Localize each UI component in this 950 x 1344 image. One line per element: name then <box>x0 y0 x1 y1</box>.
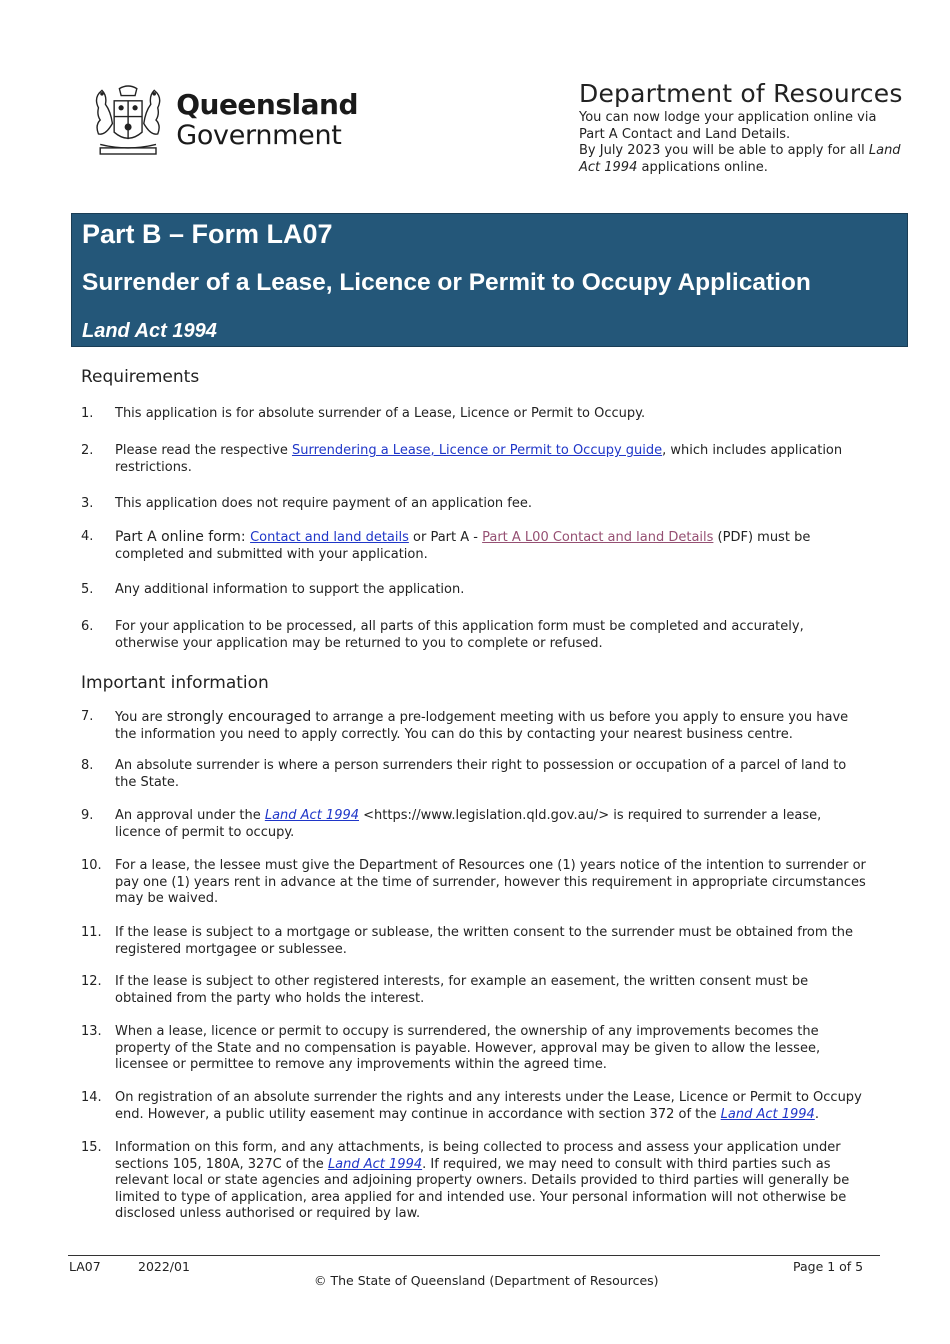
form-title-banner <box>71 213 908 347</box>
important-information-heading: Important information <box>81 673 269 693</box>
form-act: Land Act 1994 <box>82 320 217 342</box>
footer-page-number: Page 1 of 5 <box>793 1259 864 1274</box>
footer-divider <box>68 1255 880 1256</box>
logo-government: Government <box>176 120 342 151</box>
note-line: Part A Contact and Land Details. <box>579 126 791 142</box>
land-act-link[interactable]: Land Act 1994 <box>720 1106 815 1122</box>
land-act-link[interactable]: Land Act 1994 <box>264 808 360 823</box>
part-a-l00-pdf-link[interactable]: Part A L00 Contact and land Details <box>482 530 714 545</box>
form-title: Surrender of a Lease, Licence or Permit to Occupy Application <box>82 269 811 296</box>
land-act-link[interactable]: Land Act 1994 <box>327 1156 423 1172</box>
document-page: Queensland Government Department of Resources You can now lodge your application online via Part A Contact and Land Details. By July 2023 you will be able to apply for all Land Act 1994 applications online. Part B – Form LA07 Surrender of a Lease, Licence or Permit to Occupy Application Land Act 1994 Requirements 1. This application is for absolute surrender of a Lease, Licence or Permit to Occupy. 2. Please read the respective Surrendering a Lease, Licence or Permit to Occupy guide, which includes application restrictions. 3. This application does not require payment of an application fee. 4. Part A online form: Contact and land details or Part A - Part A L00 Contact and land Details (PDF) must be completed and submitted with your application. 5. Any additional information to support the application. 6. For your application to be processed, all parts of this application form must be completed and accurately, otherwise your application may be returned to you to complete or refused. Important information 7. You are strongly encouraged to arrange a pre-lodgement meeting with us before you apply to ensure you have the information you need to apply correctly. You can do this by contacting your nearest business centre. 8. An absolute surrender is where a person surrenders their right to possession or occupation of a parcel of land to the State. 9. An approval under the Land Act 1994 <https://www.legislation.qld.gov.au/> is required to surrender a lease, licence of permit to occupy. 10. For a lease, the lessee must give the Department of Resources one (1) years notice of the intention to surrender or pay one (1) years rent in advance at the time of surrender, however this requirement in appropriate circumstances may be waived. 11. If the lease is subject to a mortgage or sublease, the written consent to the surrender must be obtained from the registered mortgagee or sublessee. 12. If the lease is subject to other registered interests, for example an easement, the written consent must be obtained from the party who holds the interest. 13. When a lease, licence or permit to occupy is surrendered, the ownership of any improvements becomes the property of the State and no compensation is payable. However, approval may be given to allow the lessee, licensee or permittee to remove any improvements within the agreed time. 14. On registration of an absolute surrender the rights and any interests under the Lease, Licence or Permit to Occupy end. However, a public utility easement may continue in accordance with section 372 of the Land Act 1994. 15. Information on this form, and any attachments, is being collected to process and assess your application under sections 105, 180A, 327C of the Land Act 1994. If required, we may need to consult with third parties such as relevant local or state agencies and adjoining property owners. Details provided to third parties will generally be limited to type of application, area applied for and intended use. Your personal information will not otherwise be disclosed unless authorised or required by law. LA07 2022/01 Page 1 of 5 © The State of Queensland (Department of Resources) <box>0 0 950 1344</box>
queensland-government-logo <box>88 76 358 164</box>
note-line: By July 2023 you will be able to apply for all Land <box>579 143 901 158</box>
surrendering-guide-link[interactable]: Surrendering a Lease, Licence or Permit to Occupy guide <box>291 443 663 458</box>
note-line: Act 1994 applications online. <box>579 159 768 175</box>
footer-form-code: LA07 <box>69 1259 101 1274</box>
coat-of-arms-icon <box>88 76 168 164</box>
department-title: Department of Resources <box>579 79 903 108</box>
requirements-heading: Requirements <box>81 367 200 387</box>
logo-queensland: Queensland <box>176 88 358 121</box>
note-line: You can now lodge your application online via <box>579 110 877 125</box>
online-lodgement-note <box>579 110 909 176</box>
footer-copyright: © The State of Queensland (Department of Resources) <box>314 1273 659 1288</box>
department-block <box>579 78 909 176</box>
contact-land-details-link[interactable]: Contact and land details <box>250 530 409 545</box>
footer-version: 2022/01 <box>138 1259 190 1274</box>
form-part-title: Part B – Form LA07 <box>82 219 333 249</box>
